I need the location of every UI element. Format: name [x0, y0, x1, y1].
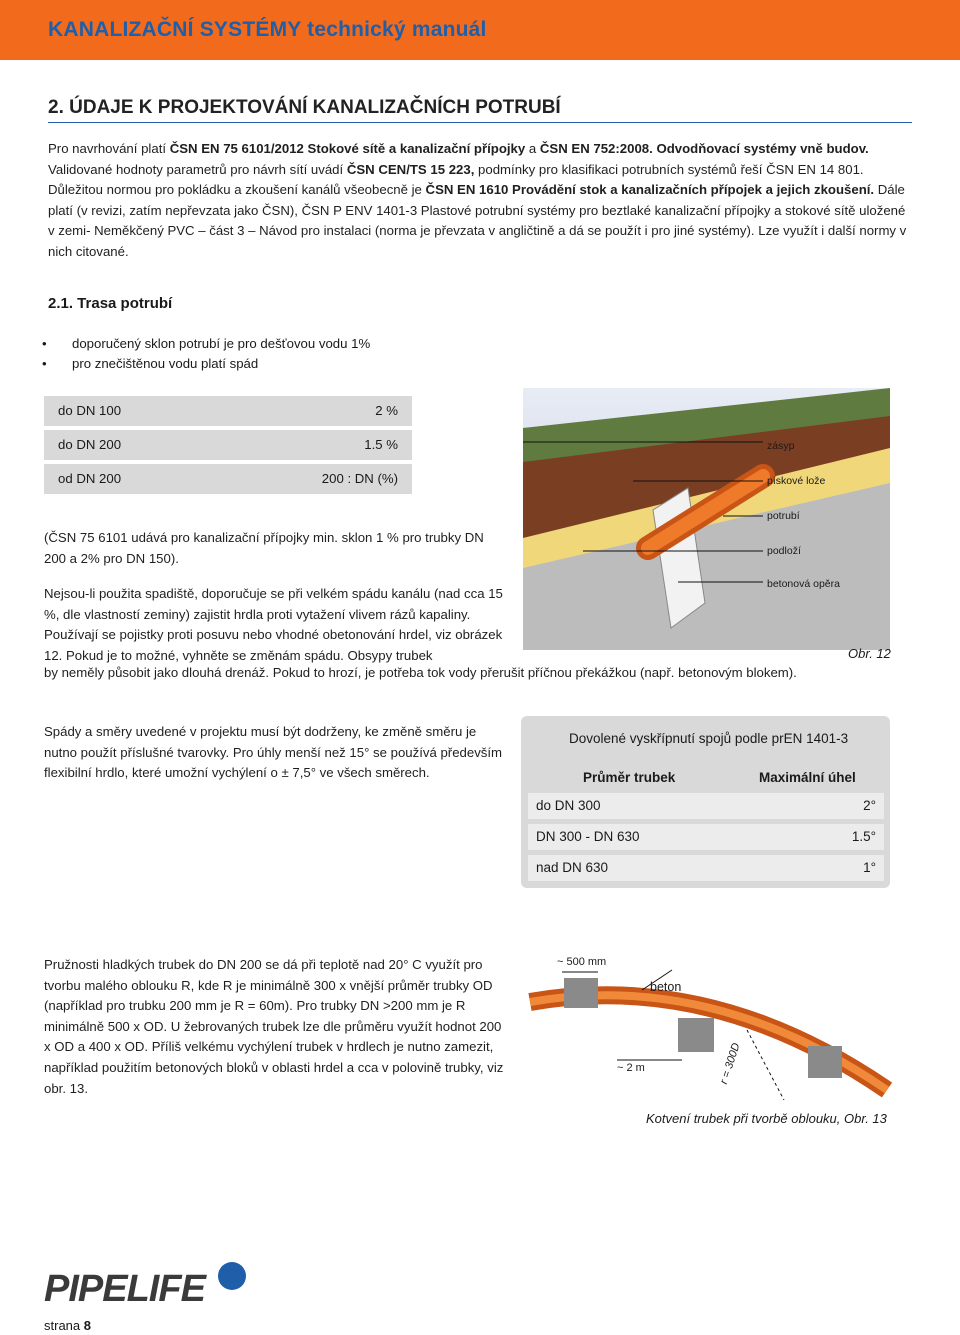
label-subsoil: podloží [767, 545, 801, 557]
angle-diameter: nad DN 630 [536, 860, 609, 875]
page-footer [44, 1318, 91, 1333]
label-500mm: ~ 500 mm [557, 956, 607, 968]
bullet-text: doporučený sklon potrubí je pro dešťovou vodu 1% [72, 336, 371, 351]
bullet-item [42, 356, 259, 371]
angle-value: 2° [863, 798, 876, 813]
slope-value: 200 : DN (%) [321, 471, 398, 486]
figure-13 [522, 950, 892, 1110]
intro-text: Validované hodnoty parametrů pro návrh sítí uvádí [48, 161, 347, 177]
trench-illustration [523, 388, 890, 650]
figure-12 [523, 388, 890, 650]
figure-13-caption: Kotvení trubek při tvorbě oblouku, Obr. 13 [646, 1111, 887, 1126]
manual-title: KANALIZAČNÍ SYSTÉMY technický manuál [48, 18, 487, 41]
logo-mark-icon [218, 1262, 246, 1290]
intro-bold: ČSN EN 1610 Provádění stok a kanalizačních přípojek a jejich zkoušení. [425, 182, 875, 198]
direction-paragraph: Spády a směry uvedené v projektu musí být dodrženy, ke změně směru je nutno použít příslušné tvarovky. Pro úhly menší než 15° se používá především flexibilní hrdlo, které umožní vychýlení o ± 7,5° ve všech směrech. [44, 724, 503, 781]
intro-text: podmínky pro klasifikaci potrubních systémů řeší ČSN EN 14 801. Důležitou normou pro pokládku a zkoušení kanálů všeobecně je [48, 161, 864, 198]
slope-value: 1.5 % [364, 437, 398, 452]
slope-row [44, 464, 412, 494]
label-2m: ~ 2 m [617, 1062, 645, 1074]
section-title: 2. ÚDAJE K PROJEKTOVÁNÍ KANALIZAČNÍCH POTRUBÍ [48, 97, 561, 118]
angle-value: 1.5° [851, 829, 876, 844]
label-pipe: potrubí [767, 510, 800, 522]
intro-text: Dále platí (v revizi, zatím nepřevzata jako ČSN), ČSN P ENV 1401-3 Plastové potrubní systémy pro beztlaké kanalizační přípojky a stokové sítě uložené v zemi- Neměkčený PVC – část 3 – Návod pro instalaci (norma je převzata v angličtině a dá se použít i pro jiné systémy). Lze využít i další normy v nich citované. [48, 182, 907, 259]
angle-header-diameter: Průměr trubek [583, 770, 676, 785]
page-number: 8 [83, 1318, 91, 1333]
label-beton: beton [650, 980, 682, 994]
label-sand-bed: pískové lože [767, 475, 826, 487]
page-label: strana [44, 1318, 81, 1333]
angle-row [528, 855, 884, 881]
slope-dn: do DN 200 [58, 437, 122, 452]
slope-dn: do DN 100 [58, 403, 122, 418]
slope-value: 2 % [375, 403, 398, 418]
slope-note: (ČSN 75 6101 udává pro kanalizační přípojky min. sklon 1 % pro trubky DN 200 a 2% pro DN 150). [44, 530, 484, 566]
pipelife-logo: PIPELIFE [44, 1268, 205, 1310]
figure-12-caption: Obr. 12 [848, 646, 891, 661]
bullet-icon: • [42, 336, 47, 351]
bullet-icon: • [42, 356, 47, 371]
radius-line [747, 1030, 784, 1100]
intro-paragraph [48, 139, 914, 263]
angle-diameter: do DN 300 [536, 798, 601, 813]
drainage-paragraph: by neměly působit jako dlouhá drenáž. Pokud to hrozí, je potřeba tok vody přerušit příčnou překážkou (např. betonovým blokem). [44, 665, 797, 680]
intro-bold: ČSN EN 75 6101/2012 Stokové sítě a kanalizační přípojky [169, 141, 526, 156]
angle-row [528, 793, 884, 819]
bending-paragraph: Pružnosti hladkých trubek do DN 200 se dá při teplotě nad 20° C využít pro tvorbu malého oblouku R, kde R je minimálně 300 x vnější průměr trubky OD (například pro trubku 200 mm je R = 60m). Pro trubky DN >200 mm je R minimálně 500 x OD. U žebrovaných trubek lze dle průměru využít hodnot 200 x OD a 400 x OD. Příliš velkému vychýlení trubek v hrdlech je nutno zamezit, například použitím betonových bloků v oblasti hrdel a cca v polovině trubky, viz obr. 13. [44, 957, 504, 1096]
intro-bold: ČSN CEN/TS 15 223, [346, 161, 475, 177]
intro-text: a [525, 141, 540, 156]
angle-row [528, 824, 884, 850]
angle-table-title: Dovolené vyskřípnutí spojů podle prEN 1401-3 [569, 731, 849, 746]
anchoring-paragraph: Nejsou-li použita spadiště, doporučuje se při velkém spádu kanálu (nad cca 15 %, dle vlastností zeminy) zajistit hrdla proti vytažení vlivem rázů kapaliny. Používají se pojistky proti posuvu nebo vhodné obetonování hrdel, viz obrázek 12. Pokud je to možné, vyhněte se změnám spádu. Obsypy trubek [44, 586, 503, 663]
slope-row [44, 396, 412, 426]
intro-bold: ČSN EN 752:2008. Odvodňovací systémy vně budov. [539, 141, 869, 156]
angle-value: 1° [863, 860, 876, 875]
label-concrete-support: betonová opěra [767, 578, 840, 590]
concrete-block-2 [678, 1018, 714, 1052]
concrete-block-1 [564, 978, 598, 1008]
angle-header-max: Maximální úhel [759, 770, 856, 785]
subsection-title: 2.1. Trasa potrubí [48, 295, 173, 312]
slope-dn: od DN 200 [58, 471, 122, 486]
intro-text: Pro navrhování platí [48, 141, 170, 156]
section-divider [48, 122, 912, 123]
label-backfill: zásyp [767, 440, 795, 452]
bullet-text: pro znečištěnou vodu platí spád [72, 356, 259, 371]
concrete-block-3 [808, 1046, 842, 1078]
angle-diameter: DN 300 - DN 630 [536, 829, 640, 844]
slope-row [44, 430, 412, 460]
bullet-item [42, 336, 371, 351]
label-radius: r = 300D [718, 1041, 743, 1086]
